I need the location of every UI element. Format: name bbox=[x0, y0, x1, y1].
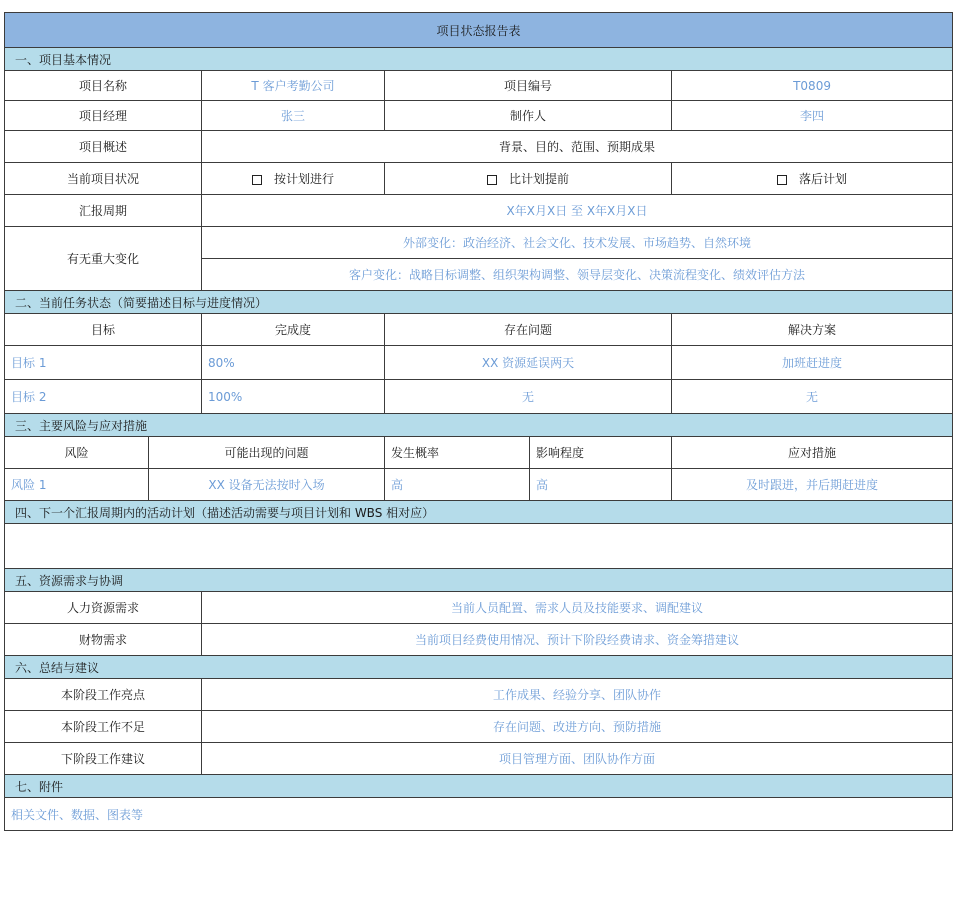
resource-label: 人力资源需求 bbox=[5, 592, 202, 624]
author-value[interactable]: 李四 bbox=[672, 101, 953, 131]
customer-change-value[interactable]: 客户变化：战略目标调整、组织架构调整、领导层变化、决策流程变化、绩效评估方法 bbox=[202, 259, 953, 291]
project-code-label: 项目编号 bbox=[385, 71, 672, 101]
status-option-ahead[interactable] bbox=[385, 163, 672, 195]
table-row bbox=[5, 679, 953, 711]
table-row bbox=[5, 346, 953, 380]
task-progress[interactable]: 100% bbox=[202, 380, 385, 414]
status-option-label: 按计划进行 bbox=[273, 172, 334, 186]
status-option-label: 落后计划 bbox=[799, 172, 848, 186]
section-6-heading: 六、总结与建议 bbox=[5, 656, 953, 679]
section-2-heading: 二、当前任务状态（简要描述目标与进度情况） bbox=[5, 291, 953, 314]
risk-problem[interactable]: XX 设备无法按时入场 bbox=[149, 469, 385, 501]
risk-header-impact: 影响程度 bbox=[530, 437, 672, 469]
checkbox-icon[interactable] bbox=[487, 175, 497, 185]
resource-value[interactable]: 当前项目经费使用情况、预计下阶段经费请求、资金筹措建议 bbox=[202, 624, 953, 656]
summary-label: 本阶段工作不足 bbox=[5, 711, 202, 743]
project-manager-label: 项目经理 bbox=[5, 101, 202, 131]
project-status-report bbox=[4, 12, 952, 831]
risk-probability[interactable]: 高 bbox=[385, 469, 530, 501]
resource-label: 财物需求 bbox=[5, 624, 202, 656]
table-row bbox=[5, 624, 953, 656]
attachments-value[interactable]: 相关文件、数据、图表等 bbox=[5, 798, 953, 831]
summary-label: 本阶段工作亮点 bbox=[5, 679, 202, 711]
checkbox-icon[interactable] bbox=[777, 175, 787, 185]
section-5-heading: 五、资源需求与协调 bbox=[5, 569, 953, 592]
risk-header-probability: 发生概率 bbox=[385, 437, 530, 469]
risk-impact[interactable]: 高 bbox=[530, 469, 672, 501]
status-option-on-plan[interactable] bbox=[202, 163, 385, 195]
table-row bbox=[5, 711, 953, 743]
task-solution[interactable]: 加班赶进度 bbox=[672, 346, 953, 380]
risk-header-problem: 可能出现的问题 bbox=[149, 437, 385, 469]
project-code-value[interactable]: T0809 bbox=[672, 71, 953, 101]
project-desc-value[interactable]: 背景、目的、范围、预期成果 bbox=[202, 131, 953, 163]
project-status-label: 当前项目状况 bbox=[5, 163, 202, 195]
status-option-label: 比计划提前 bbox=[508, 172, 569, 186]
summary-value[interactable]: 工作成果、经验分享、团队协作 bbox=[202, 679, 953, 711]
project-manager-value[interactable]: 张三 bbox=[202, 101, 385, 131]
task-goal[interactable]: 目标 2 bbox=[5, 380, 202, 414]
table-row bbox=[5, 592, 953, 624]
report-period-value[interactable]: X年X月X日 至 X年X月X日 bbox=[202, 195, 953, 227]
section-4-heading: 四、下一个汇报周期内的活动计划（描述活动需要与项目计划和 WBS 相对应） bbox=[5, 501, 953, 524]
summary-value[interactable]: 存在问题、改进方向、预防措施 bbox=[202, 711, 953, 743]
resource-value[interactable]: 当前人员配置、需求人员及技能要求、调配建议 bbox=[202, 592, 953, 624]
task-header-issue: 存在问题 bbox=[385, 314, 672, 346]
risk-response[interactable]: 及时跟进，并后期赶进度 bbox=[672, 469, 953, 501]
table-row bbox=[5, 743, 953, 775]
task-solution[interactable]: 无 bbox=[672, 380, 953, 414]
task-header-progress: 完成度 bbox=[202, 314, 385, 346]
task-issue[interactable]: 无 bbox=[385, 380, 672, 414]
external-change-value[interactable]: 外部变化：政治经济、社会文化、技术发展、市场趋势、自然环境 bbox=[202, 227, 953, 259]
status-option-behind[interactable] bbox=[672, 163, 953, 195]
report-table bbox=[4, 12, 953, 831]
report-title: 项目状态报告表 bbox=[5, 13, 953, 48]
task-header-goal: 目标 bbox=[5, 314, 202, 346]
project-desc-label: 项目概述 bbox=[5, 131, 202, 163]
major-change-label: 有无重大变化 bbox=[5, 227, 202, 291]
activity-plan-field[interactable] bbox=[5, 524, 953, 569]
table-row bbox=[5, 469, 953, 501]
risk-header-response: 应对措施 bbox=[672, 437, 953, 469]
task-progress[interactable]: 80% bbox=[202, 346, 385, 380]
task-goal[interactable]: 目标 1 bbox=[5, 346, 202, 380]
section-3-heading: 三、主要风险与应对措施 bbox=[5, 414, 953, 437]
section-7-heading: 七、附件 bbox=[5, 775, 953, 798]
task-issue[interactable]: XX 资源延误两天 bbox=[385, 346, 672, 380]
author-label: 制作人 bbox=[385, 101, 672, 131]
project-name-value[interactable]: T 客户考勤公司 bbox=[202, 71, 385, 101]
summary-value[interactable]: 项目管理方面、团队协作方面 bbox=[202, 743, 953, 775]
checkbox-icon[interactable] bbox=[252, 175, 262, 185]
task-header-solution: 解决方案 bbox=[672, 314, 953, 346]
title-row bbox=[5, 13, 953, 48]
table-row bbox=[5, 380, 953, 414]
risk-header-risk: 风险 bbox=[5, 437, 149, 469]
section-1-heading: 一、项目基本情况 bbox=[5, 48, 953, 71]
project-name-label: 项目名称 bbox=[5, 71, 202, 101]
report-period-label: 汇报周期 bbox=[5, 195, 202, 227]
summary-label: 下阶段工作建议 bbox=[5, 743, 202, 775]
risk-name[interactable]: 风险 1 bbox=[5, 469, 149, 501]
